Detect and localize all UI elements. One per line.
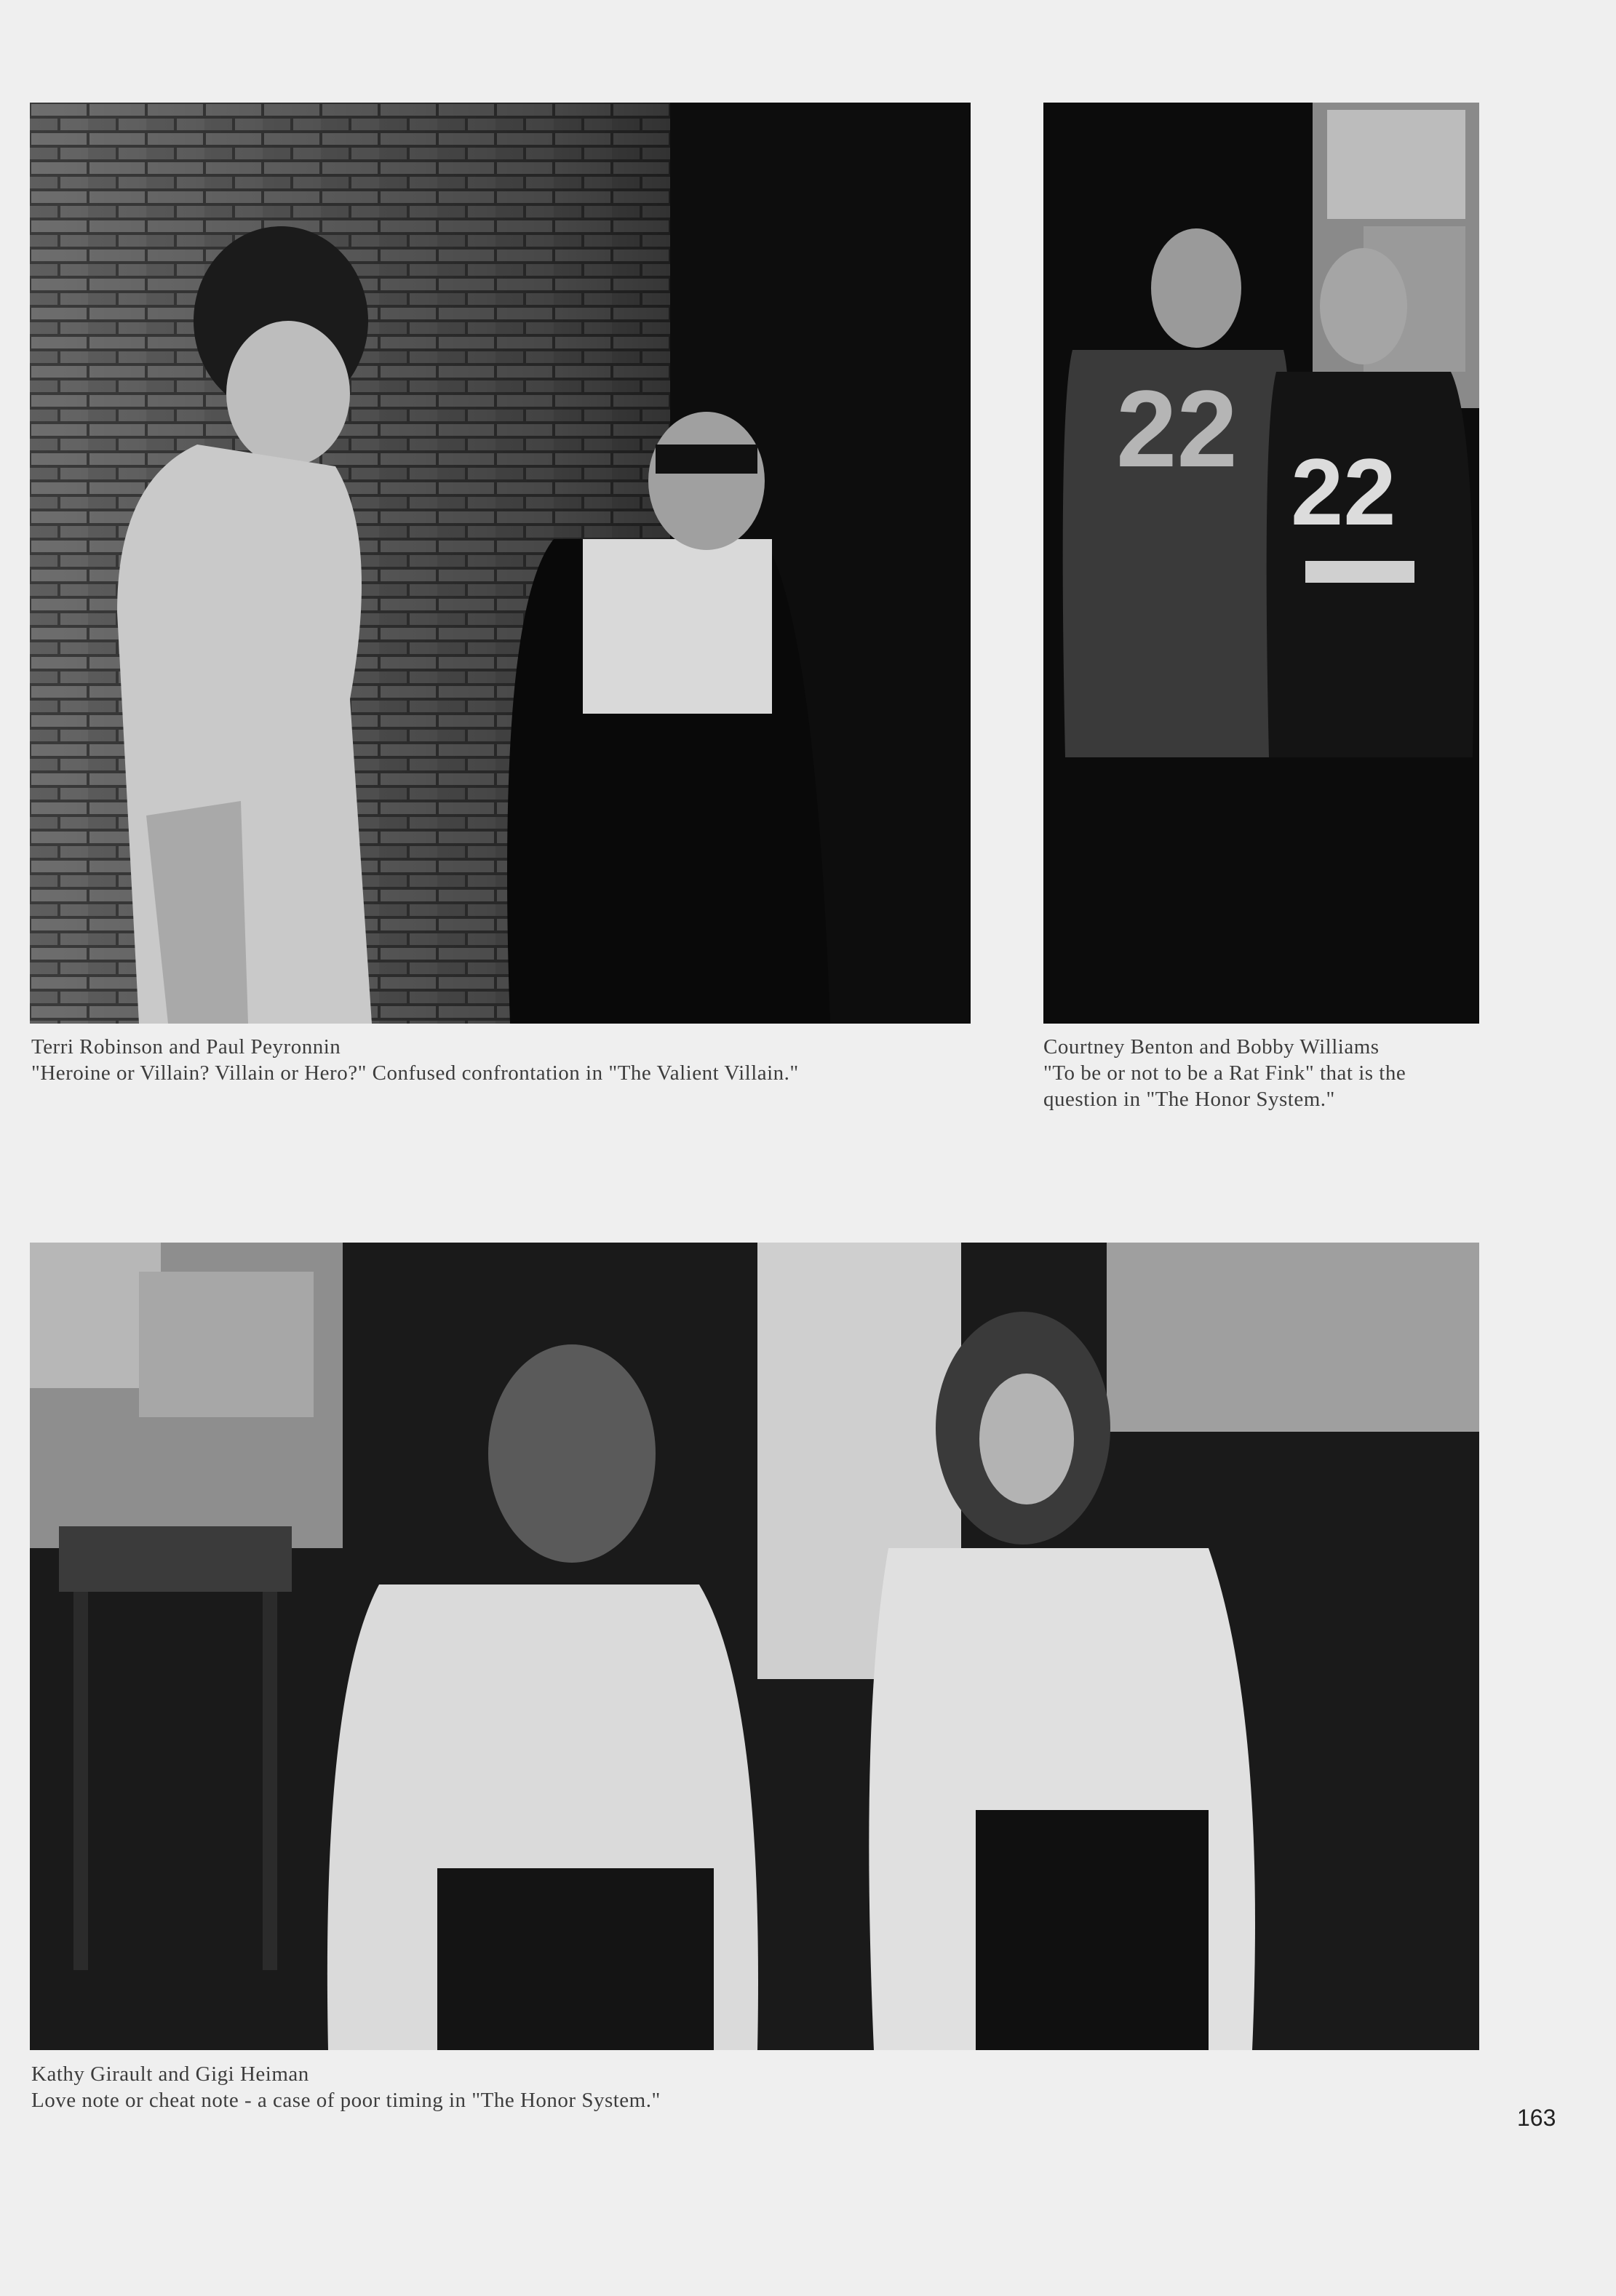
caption-text-line-2: question in "The Honor System." <box>1043 1088 1335 1111</box>
photo-honor-system-scene <box>30 1243 1479 2050</box>
page-number: 163 <box>1517 2105 1556 2131</box>
caption-names: Terri Robinson and Paul Peyronnin <box>31 1035 341 1059</box>
caption-text: "Heroine or Villain? Villain or Hero?" Confused confrontation in "The Valient Villain." <box>31 1061 799 1085</box>
caption-text: Love note or cheat note - a case of poor timing in "The Honor System." <box>31 2089 661 2112</box>
caption-photo-1 <box>31 1034 799 1086</box>
photo-villain-scene <box>30 103 971 1024</box>
svg-text:22: 22 <box>1291 439 1396 545</box>
svg-text:22: 22 <box>1116 367 1238 490</box>
caption-photo-2 <box>1043 1034 1406 1112</box>
photo-rat-fink-scene <box>1043 103 1479 1024</box>
caption-text-line-1: "To be or not to be a Rat Fink" that is the <box>1043 1061 1406 1085</box>
caption-names: Courtney Benton and Bobby Williams <box>1043 1035 1380 1059</box>
caption-photo-3 <box>31 2061 661 2113</box>
caption-names: Kathy Girault and Gigi Heiman <box>31 2062 309 2086</box>
